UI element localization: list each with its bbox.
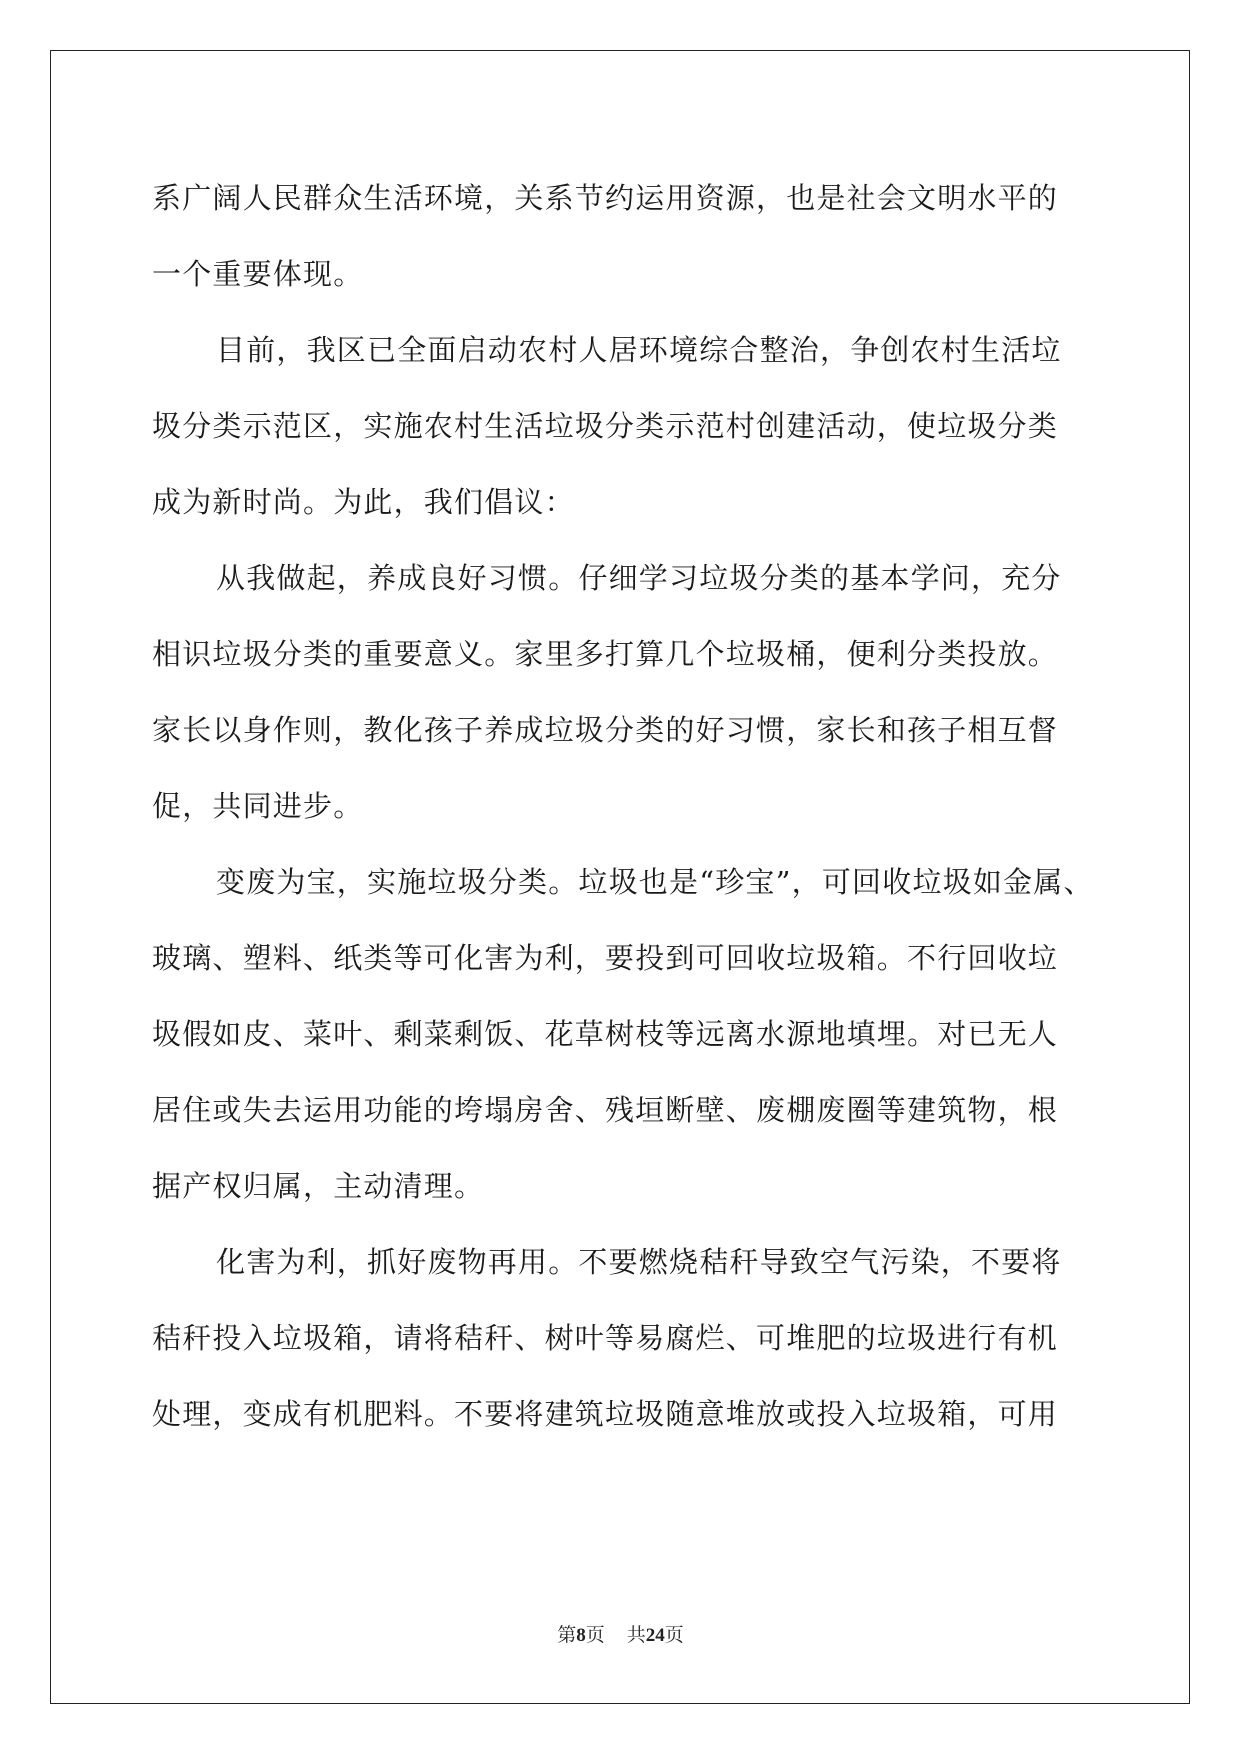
footer-page-suffix: 页 (585, 1625, 605, 1646)
text-line: 圾假如皮、菜叶、剩菜剩饭、花草树枝等远离水源地填埋。对已无人 (152, 1017, 1059, 1051)
text-line: 家长以身作则，教化孩子养成垃圾分类的好习惯，家长和孩子相互督 (152, 713, 1059, 747)
footer-total-suffix: 页 (664, 1625, 684, 1646)
text-line: 成为新时尚。为此，我们倡议： (152, 485, 575, 519)
footer-page-number: 8 (576, 1625, 586, 1646)
text-line: 从我做起，养成良好习惯。仔细学习垃圾分类的基本学问，充分 (216, 561, 1062, 595)
text-line: 目前，我区已全面启动农村人居环境综合整治，争创农村生活垃 (216, 333, 1062, 367)
text-line: 居住或失去运用功能的垮塌房舍、残垣断壁、废棚废圈等建筑物，根 (152, 1093, 1059, 1127)
footer-total-prefix: 共 (626, 1625, 646, 1646)
text-line: 相识垃圾分类的重要意义。家里多打算几个垃圾桶，便利分类投放。 (152, 637, 1059, 671)
document-body (152, 160, 1092, 1452)
text-line: 秸秆投入垃圾箱，请将秸秆、树叶等易腐烂、可堆肥的垃圾进行有机 (152, 1321, 1059, 1355)
text-line: 化害为利，抓好废物再用。不要燃烧秸秆导致空气污染，不要将 (216, 1245, 1062, 1279)
text-line: 圾分类示范区，实施农村生活垃圾分类示范村创建活动，使垃圾分类 (152, 409, 1059, 443)
text-line: 玻璃、塑料、纸类等可化害为利，要投到可回收垃圾箱。不行回收垃 (152, 941, 1059, 975)
footer-page-prefix: 第 (557, 1625, 577, 1646)
footer-total-pages: 24 (645, 1625, 665, 1646)
text-line: 据产权归属，主动清理。 (152, 1169, 485, 1203)
page-footer (0, 1620, 1241, 1647)
text-line: 一个重要体现。 (152, 257, 364, 291)
text-line: 处理，变成有机肥料。不要将建筑垃圾随意堆放或投入垃圾箱，可用 (152, 1397, 1059, 1431)
text-line: 变废为宝，实施垃圾分类。垃圾也是“珍宝”，可回收垃圾如金属、 (216, 865, 1094, 899)
text-line: 系广阔人民群众生活环境，关系节约运用资源，也是社会文明水平的 (152, 181, 1059, 215)
text-line: 促，共同进步。 (152, 789, 364, 823)
